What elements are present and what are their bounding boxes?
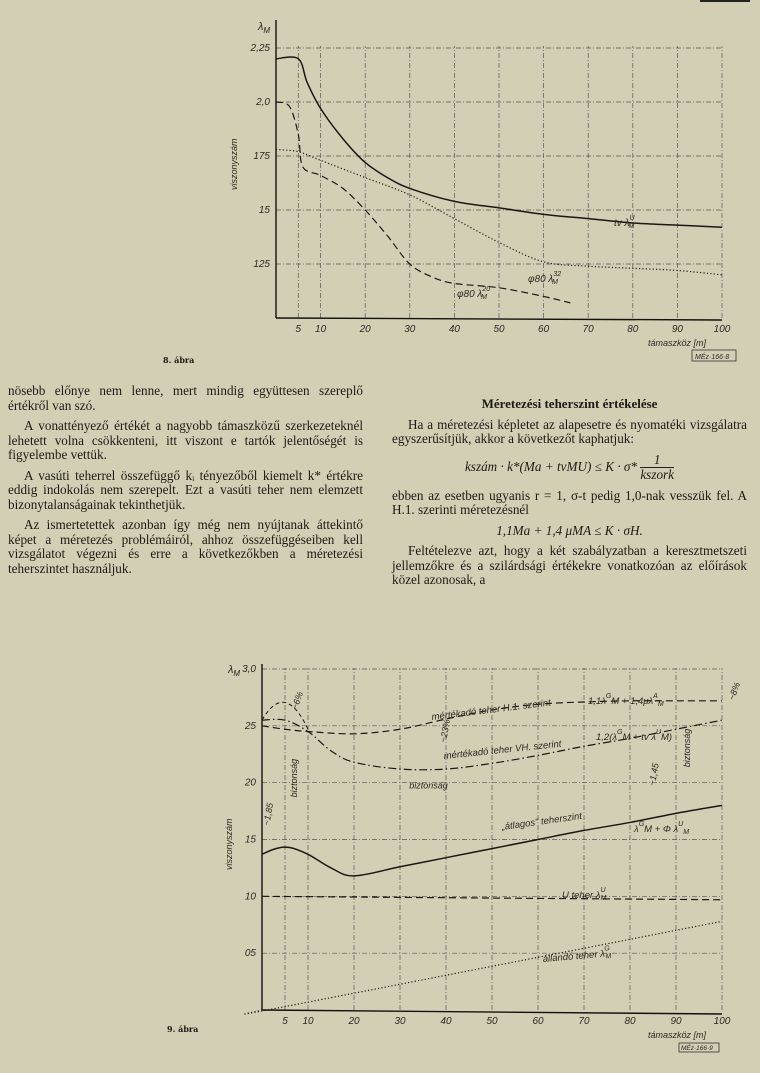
avg-label: „átlagos" teherszint	[500, 810, 583, 833]
annotation-label: ~1,45	[646, 762, 661, 787]
x-tick-label: 100	[713, 1016, 731, 1027]
y-tick-label: 2,0	[256, 97, 270, 108]
right-column	[392, 397, 747, 594]
ticks	[242, 664, 731, 1027]
left-column	[8, 384, 363, 582]
x-tick-label: 90	[670, 1016, 682, 1027]
fraction	[640, 453, 674, 483]
annotation-label: biztonság	[289, 758, 299, 798]
grid	[262, 668, 722, 1010]
paragraph: ebben az esetben ugyanis r = 1, σ-t pedig 1,0-nak vesszük fel. A H.1. szerinti méretezésnél	[392, 487, 747, 517]
series-label-tv: tv $\lambda^U$ M	[614, 215, 635, 230]
x-tick-label: 60	[532, 1016, 544, 1027]
x-tick-label: 5	[282, 1016, 288, 1027]
equation-1	[392, 453, 747, 483]
figure-9-caption: 9. ábra	[167, 1024, 199, 1034]
x-tick-label: 70	[582, 324, 594, 335]
paragraph: A vonattényező értékét a nagyobb támaszközű szerkezeteknél lehetett volna csökkenteni, itt viszont e tartók jelentőségét is figyelembe vettük.	[8, 418, 363, 462]
annotation-label: biztonság	[409, 780, 448, 791]
fraction-numerator: 1	[640, 453, 674, 469]
paragraph: Ha a méretezési képletet az alapesetre és nyomatéki vizsgálatra egyszerűsítjük, akkor a következőt kaphatjuk:	[392, 416, 747, 446]
y-tick-label: 15	[258, 205, 270, 216]
series-label-phi32: φ80 $\lambda^{32}$ M	[528, 271, 562, 286]
paragraph: A vasúti teherrel összefüggő kᵢ tényezőből kiemelt k* értékre eddig indokolás nem szerepelt. Ezt a vasúti teher nem elemzett bizonytalanságainak tekinthetjük.	[8, 467, 363, 512]
figure-9-chart	[0, 660, 760, 1070]
x-tick-label: 90	[671, 324, 683, 335]
series-label-phi20: φ80 $\lambda^{20}$ M	[457, 286, 491, 301]
avg-formula: $\lambda^GM + \Phi$ $\lambda^U_M$	[634, 821, 690, 836]
y-axis-symbol: $\lambda_M$	[258, 21, 271, 35]
x-tick-label: 10	[315, 324, 327, 335]
x-tick-label: 100	[713, 324, 731, 335]
x-tick-label: 40	[448, 324, 460, 335]
y-axis-label: viszonyszám	[229, 138, 239, 190]
stamp	[679, 1043, 719, 1052]
series-line	[276, 102, 570, 303]
series-line	[245, 921, 722, 1014]
x-tick-label: 60	[538, 324, 550, 335]
h1-formula: $1,1\lambda^GM + 1,4\mu\lambda^A_M$	[588, 693, 664, 708]
y-tick-label: 125	[253, 259, 270, 270]
y-tick-label: 2,25	[250, 43, 270, 54]
stamp-text: MÉz·166·8	[695, 354, 730, 361]
y-axis-symbol: $\lambda_M$	[228, 664, 241, 678]
x-tick-label: 80	[624, 1016, 636, 1027]
annotation-label: biztonság	[681, 728, 692, 768]
u-load-label: U teher $\lambda^U$ M	[562, 887, 607, 902]
y-tick-label: 20	[244, 777, 256, 789]
figure-8-chart	[0, 0, 760, 370]
x-axis-label: támaszköz [m]	[648, 338, 707, 348]
y-tick-label: 10	[244, 891, 256, 903]
paragraph: Az ismertetettek azonban így még nem nyújtanak áttekintő képet a méretezés problémáiról, ahhoz összefüggéseiben kell vizsgálatot végezni és erre a következőkben a méretezési teherszintet használjuk.	[8, 517, 363, 576]
annotation-label: ~6%	[289, 690, 306, 711]
x-tick-label: 30	[394, 1016, 406, 1027]
vh-formula: $1,2(\lambda^GM$ + tv $\lambda^UM$)	[596, 729, 673, 743]
stamp-text: MÉz·166·9	[681, 1045, 713, 1052]
h1-label: mértékadó teher H.1. szerint	[431, 697, 552, 723]
section-heading: Méretezési teherszint értékelése	[481, 396, 658, 411]
x-tick-label: 30	[404, 324, 416, 335]
x-axis-label: támaszköz [m]	[648, 1030, 707, 1040]
x-tick-label: 20	[348, 1016, 360, 1027]
x-tick-label: 40	[440, 1016, 452, 1027]
paragraph: Feltételezve azt, hogy a két szabályzatban a keresztmetszeti jellemzőkre és a szilárdsági értékekre vonatkozóan az előírások közel azonosak, a	[392, 543, 747, 587]
x-tick-label: 5	[295, 324, 302, 335]
g-load-label: állandó teher $\lambda^GM$	[542, 945, 612, 965]
figure-8-caption: 8. ábra	[163, 355, 195, 365]
series-line	[276, 57, 722, 227]
equation-2: 1,1Ma + 1,4 μMA ≤ K · σH.	[496, 522, 643, 538]
x-tick-label: 10	[302, 1016, 314, 1027]
x-tick-label: 70	[578, 1016, 590, 1027]
x-tick-label: 20	[359, 324, 371, 335]
fraction-denominator: kszork	[640, 467, 675, 482]
x-axis	[276, 318, 722, 320]
y-tick-label: 15	[244, 834, 256, 846]
x-tick-label: 50	[493, 324, 505, 335]
y-tick-label: 25	[244, 720, 256, 732]
y-tick-label: 05	[244, 948, 256, 960]
grid	[276, 46, 722, 318]
y-tick-label: 3,0	[242, 664, 256, 675]
x-tick-label: 80	[627, 324, 639, 335]
paragraph: nösebb előnye nem lenne, mert mindig együttesen szereplő értékről van szó.	[8, 383, 363, 413]
y-tick-label: 175	[253, 151, 270, 162]
stamp	[692, 350, 736, 361]
equation-1-left: kszám · k*(Ma + tvMU) ≤ K · σ*	[464, 458, 638, 474]
annotation-label: ~8%	[726, 680, 743, 702]
annotation-label: ~1,85	[261, 802, 276, 827]
vh-label: mértékadó teher VH. szerint	[443, 738, 562, 762]
x-axis	[262, 1010, 722, 1014]
annotation-label: ~23%	[438, 718, 453, 744]
x-tick-label: 50	[486, 1016, 498, 1027]
y-axis-label: viszonyszám	[224, 818, 234, 870]
